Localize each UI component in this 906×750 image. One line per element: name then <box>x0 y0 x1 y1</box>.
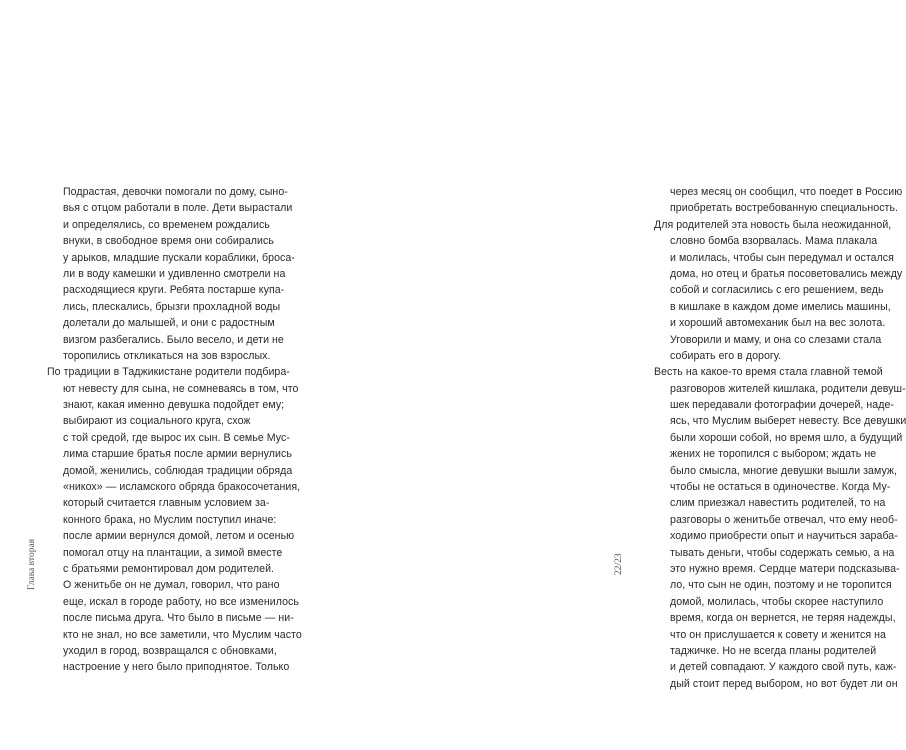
right-page-text <box>654 184 906 692</box>
text-line: слим приезжал навестить родителей, то на <box>670 497 886 510</box>
text-line: разговоры о женитьбе отвечал, что ему необ- <box>670 513 898 526</box>
chapter-label: Глава вторая <box>27 538 37 590</box>
text-line: и молилась, чтобы сын передумал и остался <box>670 251 894 264</box>
text-line: настроение у него было приподнятое. Только <box>63 661 290 674</box>
text-line: что он прислушается к совету и женится на <box>670 628 886 641</box>
text-line: «никох» — исламского обряда бракосочетания, <box>63 481 301 494</box>
text-line: Подрастая, девочки помогали по дому, сыно- <box>63 186 288 198</box>
text-line: О женитьбе он не думал, говорил, что рано <box>63 579 280 592</box>
text-line: По традиции в Таджикистане родители подбира- <box>47 366 290 379</box>
text-line: было смысла, многие девушки вышли замуж, <box>670 464 898 477</box>
text-line: в кишлаке в каждом доме имелись машины, <box>670 300 891 313</box>
text-line: ли в воду камешки и удивленно смотрели на <box>63 267 286 280</box>
text-line: ясь, что Муслим выберет невесту. Все девушки <box>670 415 906 428</box>
text-line: тывать деньги, чтобы содержать семью, а на <box>670 546 895 559</box>
text-line: ло, что сын не один, поэтому и не торопится <box>670 579 892 592</box>
text-line: вья с отцом работали в поле. Дети вырастали <box>63 202 293 215</box>
text-line: долетали до малышей, и они с радостным <box>63 317 275 330</box>
text-line: который считается главным условием за- <box>63 497 270 510</box>
text-line: расходящиеся круги. Ребята постарше купа- <box>63 284 285 297</box>
text-line: собирать его в дорогу. <box>670 349 782 362</box>
text-line: собой и согласились с его решением, ведь <box>670 284 884 297</box>
text-line: ют невесту для сына, не сомневаясь в том, что <box>63 382 299 395</box>
text-line: торопились откликаться на зов взрослых. <box>63 349 271 362</box>
text-line: у арыков, младшие пускали кораблики, броса- <box>63 251 295 264</box>
text-line: дома, но отец и братья посоветовались между <box>670 267 903 280</box>
left-page-text <box>47 184 302 676</box>
text-line: уходил в город, возвращался с обновками, <box>63 644 277 657</box>
text-line: разговоров жителей кишлака, родители девуш- <box>670 382 906 395</box>
text-line: Уговорили и маму, и она со слезами стала <box>670 333 882 346</box>
text-line: дый стоит перед выбором, но вот будет ли он <box>670 677 898 690</box>
text-line: были хороши собой, но время шло, а будущий <box>670 431 903 444</box>
text-line: Для родителей эта новость была неожиданной, <box>654 218 892 231</box>
text-line: знают, какая именно девушка подойдет ему; <box>63 399 285 412</box>
text-line: с братьями ремонтировал дом родителей. <box>63 562 275 575</box>
text-line: еще, искал в городе работу, но все изменилось <box>63 595 299 608</box>
text-line: лима старшие братья после армии вернулись <box>63 448 292 461</box>
text-line: конного брака, но Муслим поступил иначе: <box>63 513 277 526</box>
text-line: кто не знал, но все заметили, что Муслим часто <box>63 628 302 641</box>
text-line: домой, женились, соблюдая традиции обряда <box>63 464 293 477</box>
text-line: Весть на какое-то время стала главной темой <box>654 366 883 379</box>
right-page <box>300 0 906 750</box>
text-line: помогал отцу на плантации, а зимой вместе <box>63 546 283 559</box>
page-number: 22/23 <box>614 553 624 575</box>
left-page <box>0 0 300 750</box>
text-line: лись, плескались, брызги прохладной воды <box>63 300 281 313</box>
text-line: после армии вернулся домой, летом и осенью <box>63 530 295 543</box>
text-line: внуки, в свободное время они собирались <box>63 235 274 248</box>
text-line: с той средой, где вырос их сын. В семье Мус- <box>63 431 290 444</box>
text-line: после письма друга. Что было в письме — ни- <box>63 612 294 625</box>
text-line: это нужно время. Сердце матери подсказыва- <box>670 562 900 575</box>
text-line: таджичке. Но не всегда планы родителей <box>670 644 877 657</box>
text-line: ходимо приобрести опыт и научиться зараба- <box>670 530 898 543</box>
text-line: время, когда он вернется, не теряя надежды, <box>670 612 896 625</box>
text-line: и определялись, со временем рождались <box>63 218 270 231</box>
text-line: жених не торопился с выбором; ждать не <box>670 448 877 461</box>
text-line: домой, молилась, чтобы скорее наступило <box>670 595 884 608</box>
text-line: шек передавали фотографии дочерей, наде- <box>670 399 894 412</box>
text-line: чтобы не остаться в одиночестве. Когда Му- <box>670 481 891 494</box>
text-line: через месяц он сообщил, что поедет в Россию <box>670 186 903 198</box>
text-line: и детей совпадают. У каждого свой путь, каж- <box>670 661 897 674</box>
text-line: приобретать востребованную специальность. <box>670 202 899 215</box>
text-line: выбирают из социального круга, схож <box>63 415 251 428</box>
text-line: визгом разбегались. Было весело, и дети не <box>63 333 284 346</box>
text-line: и хороший автомеханик был на вес золота. <box>670 317 886 330</box>
text-line: словно бомба взорвалась. Мама плакала <box>670 235 878 248</box>
